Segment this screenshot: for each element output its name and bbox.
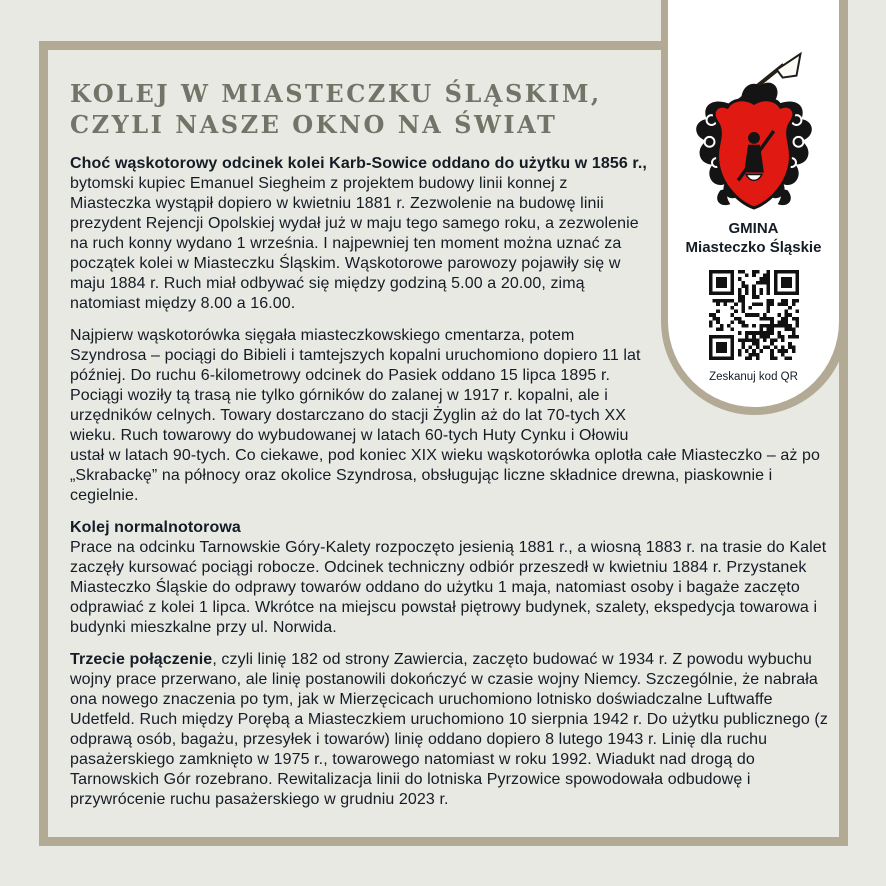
page-title-line2: CZYLI NASZE OKNO NA ŚWIAT [70, 110, 558, 139]
page-title-line1: KOLEJ W MIASTECZKU ŚLĄSKIM, [70, 79, 602, 108]
qr-code [709, 270, 799, 360]
sidebar-card [661, 0, 848, 415]
municipality-name: Miasteczko Śląskie [685, 239, 822, 256]
municipality-label: GMINA [728, 220, 779, 237]
section-heading-standard-gauge: Kolej normalnotorowa [70, 519, 241, 536]
paragraph-narrow-gauge-intro: Choć wąskotorowy odcinek kolei Karb-Sowice oddano do użytku w 1856 r., bytomski kupiec Emanuel Siegheim z projektem budowy linii konnej z Miasteczka wystąpił dopiero w kwietniu 1881 r. Zezwolenie na budowę linii prezydent Rejencji Opolskiej wydał już w maju tego samego roku, a zezwolenie na ruch konny wydano 1 września. I najpewniej ten moment można uznać za początek kolei w Miasteczku Śląskim. Wąskotorowe parowozy pojawiły się w maju 1884 r. Ruch miał odbywać się między godziną 5.00 a 20.00, zimą natomiast między 8.00 a 16.00. [70, 155, 647, 312]
paragraph-lead-bold: Choć wąskotorowy odcinek kolei Karb-Sowice oddano do użytku w 1856 r., [70, 155, 647, 172]
paragraph-third-connection: Trzecie połączenie, czyli linię 182 od strony Zawiercia, zaczęto budować w 1934 r. Z powodu wybuchu wojny prace przerwano, ale linię postanowili dokończyć w czasie wojny Niemcy. Szczególnie, że nabrała ona nowego znaczenia po tym, jak w Mierzęcicach uruchomiono lotnisko doświadczalne Luftwaffe Udetfeld. Ruch między Porębą a Miasteczkiem uruchomiono 10 sierpnia 1942 r. Do użytku publicznego (z odprawą osób, bagażu, przesyłek i towarów) linię oddano dopiero 8 lutego 1943 r. Linię dla ruchu pasażerskiego zamknięto w 1975 r., towarowego natomiast w roku 1992. Wiadukt nad drogą do Tarnowskich Gór rozebrano. Rewitalizacja linii do lotniska Pyrzowice spowodowała odbudowę i przywrócenie ruchu pasażerskiego w grudniu 2023 r. [70, 651, 828, 808]
paragraph-lead-bold: Trzecie połączenie [70, 651, 213, 668]
coat-of-arms-icon [668, 44, 839, 217]
paragraph-standard-gauge: Kolej normalnotorowa Prace na odcinku Tarnowskie Góry-Kalety rozpoczęto jesienią 1881 r., a wiosną 1883 r. na trasie do Kalet zaczęły kursować pociągi robocze. Odcinek techniczny odbiór przeszedł w kwietniu 1884 r. Przystanek Miasteczko Śląskie do odprawy towarów oddano do użytku 1 maja, natomiast osoby i bagaże zaczęto odprawiać z kolei 1 lipca. Wkrótce na miejscu powstał piętrowy budynek, szalety, ekspedycja towarowa i budynki mieszkalne przy ul. Norwida. [70, 518, 841, 638]
paragraph-narrow-gauge-history: Najpierw wąskotorówka sięgała miasteczkowskiego cmentarza, potem Szyndrosa – pociągi do Bibieli i tamtejszych kopalni uruchomiono dopiero 11 lat później. Do ruchu 6-kilometrowy odcinek do Pasiek oddano 15 lipca 1895 r. Pociągi woziły tą trasą nie tylko górników do zalanej w 1917 r. kopalni, ale i urzędników celnych. Towary dostarczano do stacji Żyglin aż do lat 70-tych XX wieku. Ruch towarowy do wybudowanej w latach 60-tych Huty Cynku i Ołowiu ustał w latach 90-tych. Co ciekawe, pod koniec XIX wieku wąskotorówka oplotła całe Miasteczko – aż po „Skrabackę” na północy oraz okolice Szyndrosa, obsługując liczne składnice drewna, piaskownie i cegielnie. [70, 327, 821, 504]
qr-caption: Zeskanuj kod QR [709, 371, 798, 383]
